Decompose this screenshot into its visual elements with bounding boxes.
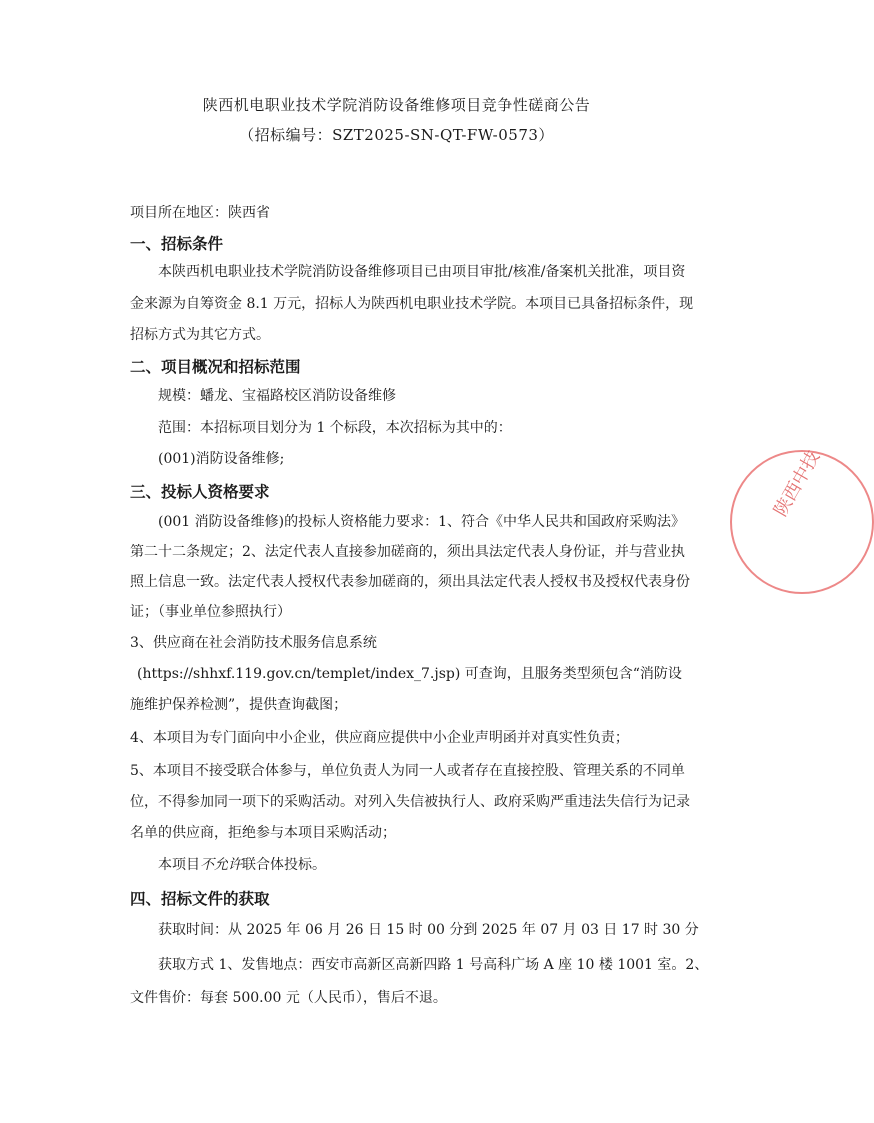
qualification-text: 位，不得参加同一项下的采购活动。对列入失信被执行人、政府采购严重违法失信行为记录 [130,794,690,810]
qualification-url: (https://shhxf.119.gov.cn/templet/index_7.jsp) 可查询，且服务类型须包含“消防设 [137,666,682,682]
acquisition-method: 获取方式 1、发售地点：西安市高新区高新四路 1 号高科广场 A 座 10 楼 1001 室。2、 [158,957,709,973]
qualification-text: 3、供应商在社会消防技术服务信息系统 [130,635,377,651]
seal-text: 陕西中技 [770,447,825,521]
consortium-note-prefix: 本项目 [158,857,200,873]
section-1-heading: 一、招标条件 [130,235,224,253]
section-1-text: 金来源为自筹资金 8.1 万元，招标人为陕西机电职业技术学院。本项目已具备招标条件，现 [130,296,694,312]
qualification-text: 施维护保养检测”，提供查询截图； [130,697,348,713]
section-1-text: 本陕西机电职业技术学院消防设备维修项目已由项目审批/核准/备案机关批准，项目资 [158,264,686,280]
qualification-text: 5、本项目不接受联合体参与，单位负责人为同一人或者存在直接控股、管理关系的不同单 [130,763,685,779]
consortium-note-suffix: 联合体投标。 [242,857,326,873]
section-2-heading: 二、项目概况和招标范围 [130,358,301,376]
qualification-text: 第二十二条规定；2、法定代表人直接参加磋商的，须出具法定代表人身份证，并与营业执 [130,544,685,560]
qualification-text: 证；（事业单位参照执行） [130,604,291,620]
tender-number: （招标编号：SZT2025-SN-QT-FW-0573） [239,126,554,144]
consortium-note-emphasis: 不允许 [200,857,242,873]
project-lot: (001)消防设备维修; [158,451,285,467]
consortium-note [158,855,326,875]
section-3-heading: 三、投标人资格要求 [130,483,270,501]
project-scale: 规模：蟠龙、宝福路校区消防设备维修 [158,388,396,404]
section-1-text: 招标方式为其它方式。 [130,327,270,343]
qualification-text: 照上信息一致。法定代表人授权代表参加磋商的，须出具法定代表人授权书及授权代表身份 [130,574,690,590]
document-title: 陕西机电职业技术学院消防设备维修项目竞争性磋商公告 [202,96,591,114]
project-region: 项目所在地区：陕西省 [130,205,270,221]
project-scope: 范围：本招标项目划分为 1 个标段，本次招标为其中的： [158,420,512,436]
acquisition-method: 文件售价：每套 500.00 元（人民币），售后不退。 [130,990,447,1006]
qualification-text: 4、本项目为专门面向中小企业，供应商应提供中小企业声明函并对真实性负责； [130,730,629,746]
qualification-text: 名单的供应商，拒绝参与本项目采购活动； [130,825,396,841]
section-4-heading: 四、招标文件的获取 [130,890,270,908]
acquisition-time: 获取时间：从 2025 年 06 月 26 日 15 时 00 分到 2025 年 07 月 03 日 17 时 30 分 [158,922,699,938]
qualification-text: (001 消防设备维修)的投标人资格能力要求：1、符合《中华人民共和国政府采购法》 [158,514,686,530]
